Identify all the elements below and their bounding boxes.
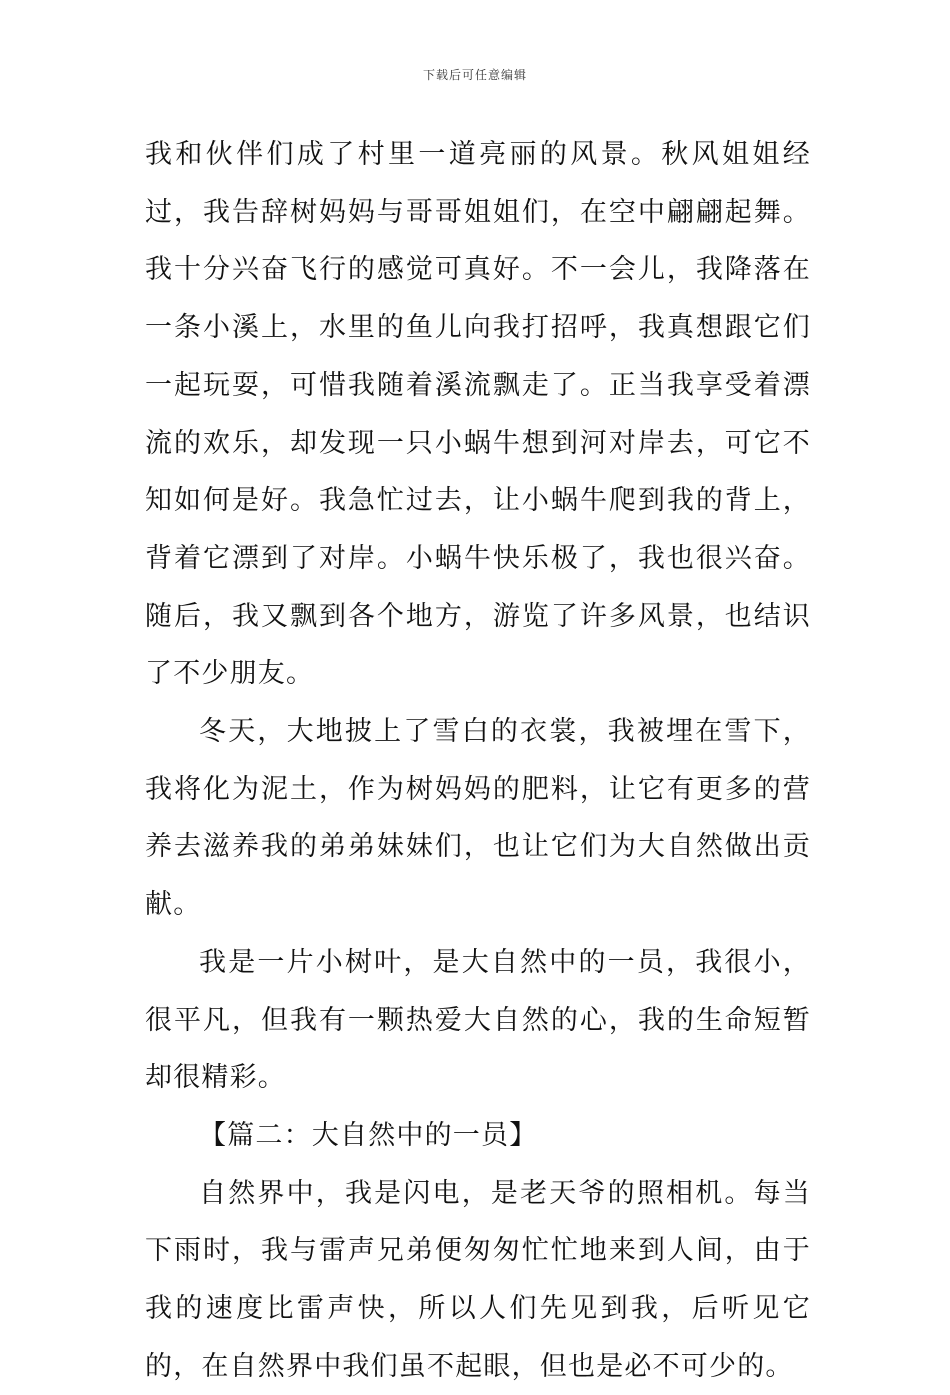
paragraph-1: 我和伙伴们成了村里一道亮丽的风景。秋风姐姐经过，我告辞树妈妈与哥哥姐姐们，在空中翩翩起舞。我十分兴奋飞行的感觉可真好。不一会儿，我降落在一条小溪上，水里的鱼儿向我打招呼，我真想跟它们一起玩耍，可惜我随着溪流飘走了。正当我享受着漂流的欢乐，却发现一只小蜗牛想到河对岸去，可它不知如何是好。我急忙过去，让小蜗牛爬到我的背上，背着它漂到了对岸。小蜗牛快乐极了，我也很兴奋。随后，我又飘到各个地方，游览了许多风景，也结识了不少朋友。	[145, 139, 811, 690]
paragraph-3: 我是一片小树叶，是大自然中的一员，我很小，很平凡，但我有一颗热爱大自然的心，我的生命短暂却很精彩。	[145, 946, 811, 1094]
header-note: 下载后可任意编辑	[422, 68, 527, 82]
document-body	[145, 126, 811, 1395]
section-heading: 【篇二：大自然中的一员】	[199, 1119, 538, 1151]
paragraph-4: 自然界中，我是闪电，是老天爷的照相机。每当下雨时，我与雷声兄弟便匆匆忙忙地来到人间，由于我的速度比雷声快，所以人们先见到我，后听见它的，在自然界中我们虽不起眼，但也是必不可少的。	[145, 1177, 811, 1382]
paragraph-2: 冬天，大地披上了雪白的衣裳，我被埋在雪下，我将化为泥土，作为树妈妈的肥料，让它有更多的营养去滋养我的弟弟妹妹们，也让它们为大自然做出贡献。	[145, 716, 811, 921]
